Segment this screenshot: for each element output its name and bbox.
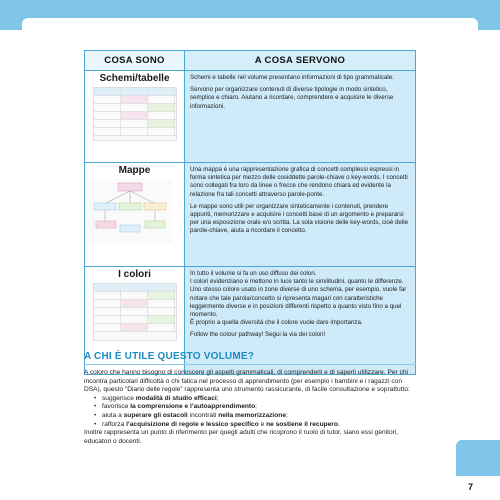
section-divider [84, 364, 416, 365]
row-title-cell [85, 163, 185, 267]
description-paragraph: È proprio a quella diversità che il colore vuole dare importanza. [190, 319, 363, 327]
row-description-cell [185, 71, 416, 163]
legend-table [84, 50, 416, 375]
section-body [84, 369, 418, 446]
list-item: • rafforza l’acquisizione di regole e lessico specifico e ne sostiene il recupero. [94, 421, 418, 430]
header-cosa-sono: COSA SONO [85, 51, 185, 71]
concept-map-thumbnail-image [88, 179, 172, 243]
description-paragraph: Uno stesso colore usato in zone diverse di uno schema, per esempio, vuole far notare che tale parola/concetto si ripresenta magari con caratteristiche leggermente diverse e in posizioni differenti rispetto a quanto visto fino a quel momento. [190, 286, 407, 319]
side-tab-inner [456, 476, 500, 500]
row-title: Schemi/tabelle [99, 73, 170, 84]
row-title-cell [85, 71, 185, 163]
row-title: Mappe [118, 165, 151, 176]
description-paragraph: In tutto il volume si fa un uso diffuso dei colori. [190, 270, 317, 277]
table-row [85, 71, 416, 163]
page-number: 7 [468, 482, 474, 492]
list-item: • suggerisce modalità di studio efficaci; [94, 395, 418, 404]
description-paragraph: Servono per organizzare contenuti di diverse tipologie in modo sintetico, semplice e chiaro. Aiutano a ricordare, comprendere e acquisire le diverse informazioni. [190, 86, 394, 110]
description-paragraph: Schemi e tabelle nel volume presentano informazioni di tipo grammaticale. [190, 74, 394, 81]
description-paragraph: Follow the colour pathway! Segui la via dei colori! [190, 331, 326, 339]
top-band-notch [22, 18, 478, 30]
list-item: • aiuta a superare gli ostacoli incontrati nella memorizzazione; [94, 412, 418, 421]
table-header-row [85, 51, 416, 71]
table-row [85, 163, 416, 267]
outro-paragraph: Inoltre rappresenta un punto di riferimento per quegli adulti che ricoprono il ruolo di tutor, siano essi genitori, educatori o docenti. [84, 429, 399, 445]
description-paragraph: Le mappe sono utili per organizzare sinteticamente i contenuti, prendere appunti, memorizzare e acquisire i concetti base di un argomento e prepararsi per una esposizione orale e/o scritta. La sola visione delle key-words, cioè delle parole-chiave, aiuta a ricordare il concetto. [190, 202, 409, 235]
table-thumbnail-image [93, 87, 177, 141]
benefit-list [94, 395, 418, 429]
description-paragraph: Una mappa è una rappresentazione grafica di concetti complessi espressi in forma sintetica per mezzo delle cosiddette parole-chiave o key-words. I concetti sono collegati fra loro da linee o frecce che rendono chiara ed evidente la relazione fra tali concetti attraverso parole-ponte. [190, 166, 408, 198]
description-paragraph: I colori evidenziano e mettono in luce tanto le similitudini, quanto le differenze. [190, 278, 404, 286]
header-a-cosa-servono: A COSA SERVONO [185, 51, 416, 71]
list-item: • favorisce la comprensione e l’autoapprendimento; [94, 403, 418, 412]
row-title: I colori [118, 269, 151, 280]
row-description-cell [185, 163, 416, 267]
section-heading: A CHI È UTILE QUESTO VOLUME? [84, 351, 255, 362]
intro-paragraph: A coloro che hanno bisogno di conoscere gli aspetti grammaticali, di comprenderli e di saperli utilizzare. Per chi incontra particolari difficoltà o chi fatica nel processo di apprendimento (per esempio i bambini e i ragazzi con DSA), questo “Diario delle regole” rappresenta uno strumento rassicurante, di facile consultazione e soprattutto: [84, 369, 410, 394]
colors-thumbnail-image [93, 283, 177, 341]
